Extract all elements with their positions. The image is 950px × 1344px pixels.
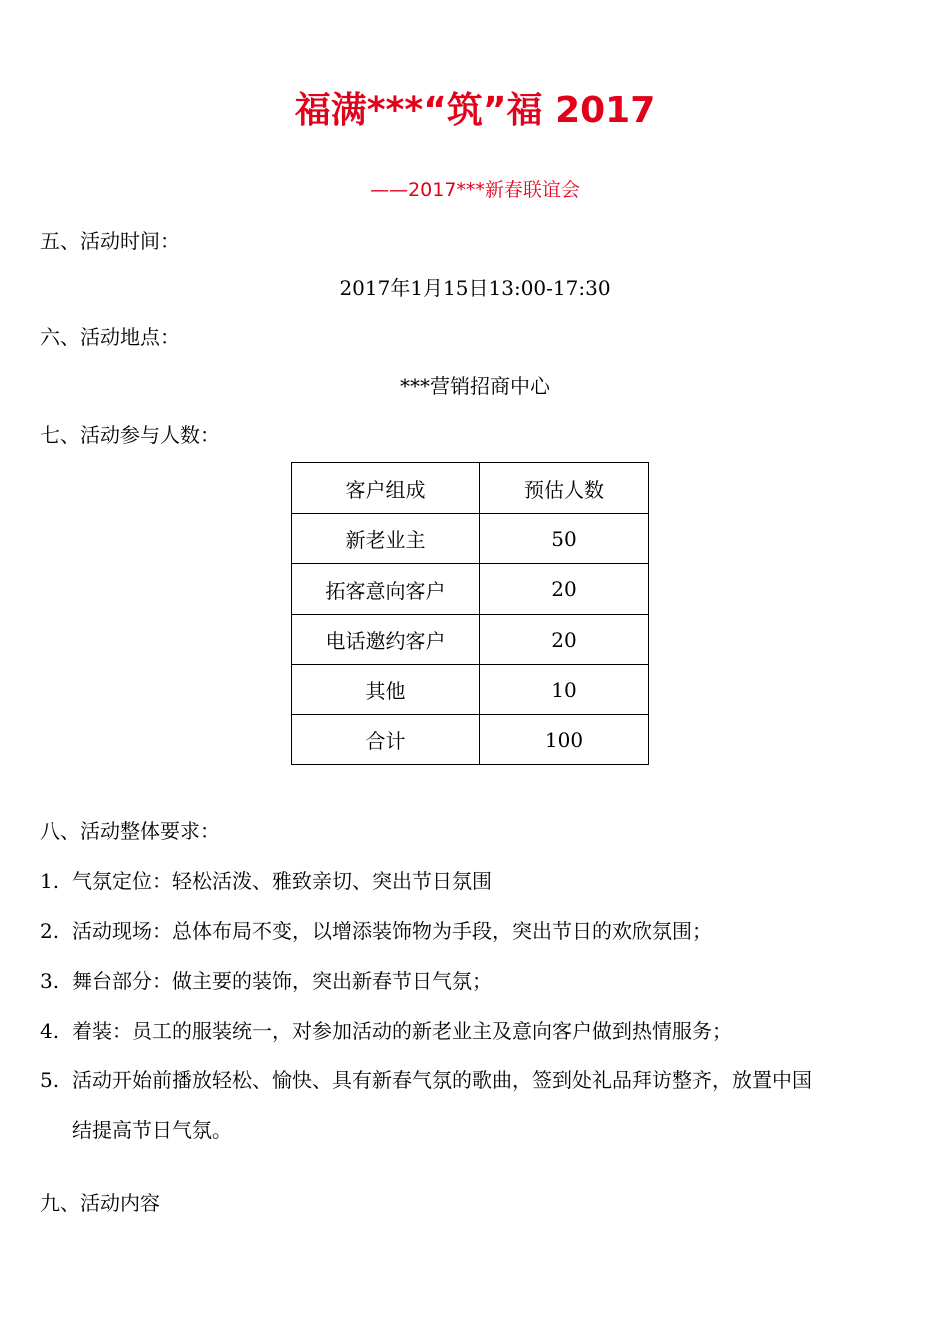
section-7-heading: 七、活动参与人数： <box>40 423 220 447</box>
table-cell: 20 <box>480 615 649 665</box>
document-subtitle: ——2017***新春联谊会 <box>370 179 580 201</box>
table-cell: 拓客意向客户 <box>292 564 480 615</box>
list-item-number: 5. <box>40 1068 60 1092</box>
attendance-table <box>291 462 649 765</box>
table-cell: 电话邀约客户 <box>292 615 480 665</box>
list-item-text: 气氛定位：轻松活泼、雅致亲切、突出节日氛围 <box>72 869 492 893</box>
section-5-heading: 五、活动时间： <box>40 229 180 253</box>
list-item <box>40 916 910 946</box>
table-cell: 10 <box>480 665 649 715</box>
section-8-heading: 八、活动整体要求： <box>40 819 220 843</box>
list-item <box>40 1065 910 1095</box>
list-item-continuation: 结提高节日气氛。 <box>72 1118 232 1142</box>
table-cell: 新老业主 <box>292 514 480 564</box>
section-9-heading: 九、活动内容 <box>40 1191 160 1215</box>
table-cell: 100 <box>480 715 649 765</box>
section-6-heading: 六、活动地点： <box>40 325 180 349</box>
list-item-text: 活动现场：总体布局不变，以增添装饰物为手段，突出节日的欢欣氛围； <box>72 919 712 943</box>
table-header-row <box>292 463 649 514</box>
activity-time: 2017年1月15日13:00-17:30 <box>339 276 611 300</box>
list-item <box>40 966 910 996</box>
list-item <box>40 1016 910 1046</box>
list-item-text: 舞台部分：做主要的装饰，突出新春节日气氛； <box>72 969 492 993</box>
document-title: 福满***“筑”福 2017 <box>294 90 656 131</box>
list-item-text: 活动开始前播放轻松、愉快、具有新春气氛的歌曲，签到处礼品拜访整齐，放置中国 <box>72 1068 812 1092</box>
list-item <box>40 866 910 896</box>
table-row <box>292 564 649 615</box>
list-item-number: 1. <box>40 869 60 893</box>
table-row <box>292 615 649 665</box>
table-cell: 其他 <box>292 665 480 715</box>
table-header-cell: 预估人数 <box>480 463 649 514</box>
table-cell: 50 <box>480 514 649 564</box>
table-cell: 20 <box>480 564 649 615</box>
list-item-text: 着装：员工的服装统一，对参加活动的新老业主及意向客户做到热情服务； <box>72 1019 732 1043</box>
activity-location: ***营销招商中心 <box>400 374 550 398</box>
table-row <box>292 665 649 715</box>
list-item-number: 4. <box>40 1019 60 1043</box>
table-row <box>292 715 649 765</box>
table-row <box>292 514 649 564</box>
list-item-number: 2. <box>40 919 60 943</box>
table-cell: 合计 <box>292 715 480 765</box>
table-header-cell: 客户组成 <box>292 463 480 514</box>
list-item-number: 3. <box>40 969 60 993</box>
